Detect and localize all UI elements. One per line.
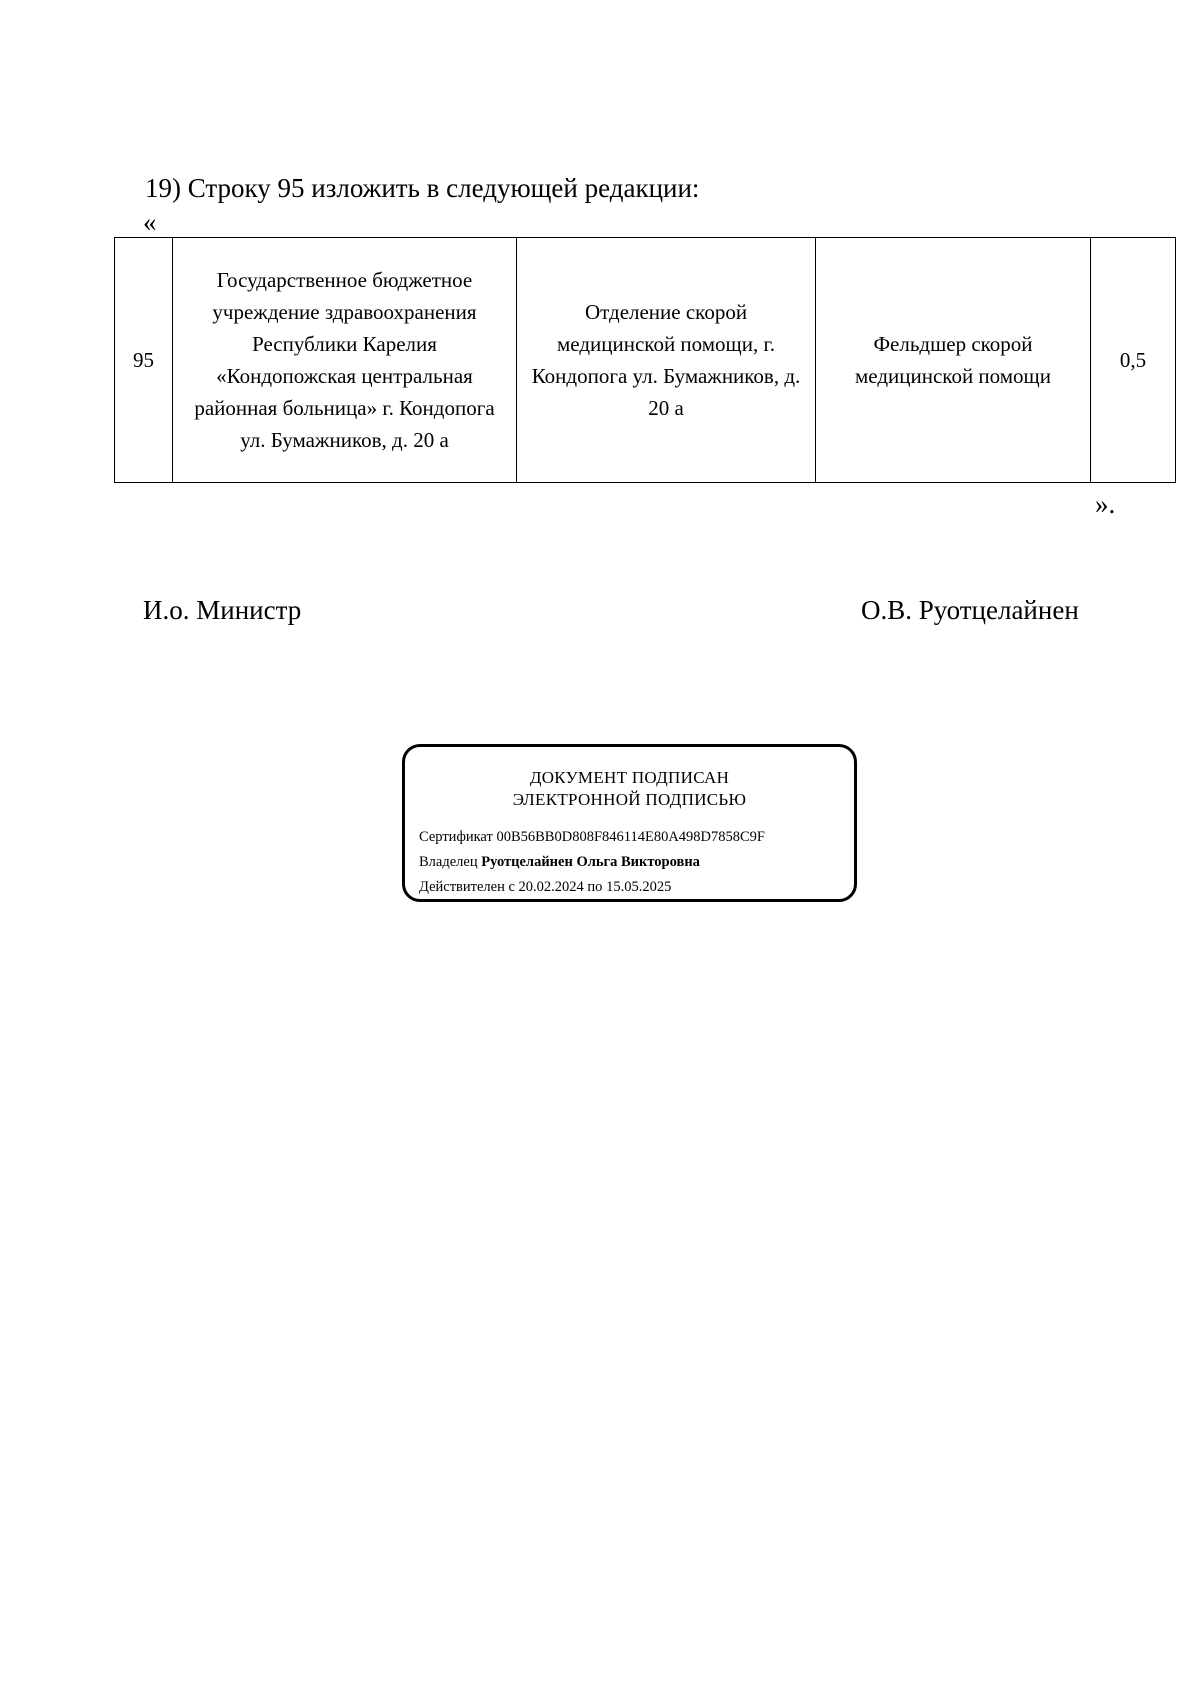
stamp-title bbox=[405, 767, 854, 811]
stamp-owner-line bbox=[419, 853, 700, 871]
amendment-table bbox=[114, 237, 1176, 483]
position-cell: Фельдшер скорой медицинской помощи bbox=[816, 238, 1091, 483]
valid-label: Действителен с bbox=[419, 879, 515, 895]
valid-to: 15.05.2025 bbox=[606, 879, 672, 895]
valid-to-label: по bbox=[587, 879, 603, 895]
stamp-validity-line bbox=[419, 878, 671, 896]
close-quote: ». bbox=[1095, 489, 1116, 519]
stamp-title-line2: ЭЛЕКТРОННОЙ ПОДПИСЬЮ bbox=[512, 790, 747, 809]
open-quote: « bbox=[143, 207, 157, 237]
department-cell: Отделение скорой медицинской помощи, г. Кондопога ул. Бумажников, д. 20 а bbox=[517, 238, 816, 483]
valid-from: 20.02.2024 bbox=[518, 879, 584, 895]
signatory-name: О.В. Руотцелайнен bbox=[861, 595, 1079, 625]
table-row bbox=[115, 238, 1176, 483]
stamp-title-line1: ДОКУМЕНТ ПОДПИСАН bbox=[529, 768, 730, 787]
owner-label: Владелец bbox=[419, 854, 478, 870]
intro-text: 19) Строку 95 изложить в следующей редакции: bbox=[145, 173, 700, 203]
electronic-signature-stamp bbox=[402, 744, 857, 902]
rate-cell: 0,5 bbox=[1091, 238, 1176, 483]
organization-cell: Государственное бюджетное учреждение здравоохранения Республики Карелия «Кондопожская центральная районная больница» г. Кондопога ул. Бумажников, д. 20 а bbox=[173, 238, 517, 483]
signatory-role: И.о. Министр bbox=[143, 595, 302, 625]
certificate-label: Сертификат bbox=[419, 829, 493, 845]
stamp-certificate-line bbox=[419, 828, 765, 846]
owner-value: Руотцелайнен Ольга Викторовна bbox=[481, 854, 700, 870]
row-number-cell: 95 bbox=[115, 238, 173, 483]
certificate-value: 00B56BB0D808F846114E80A498D7858C9F bbox=[496, 829, 766, 845]
